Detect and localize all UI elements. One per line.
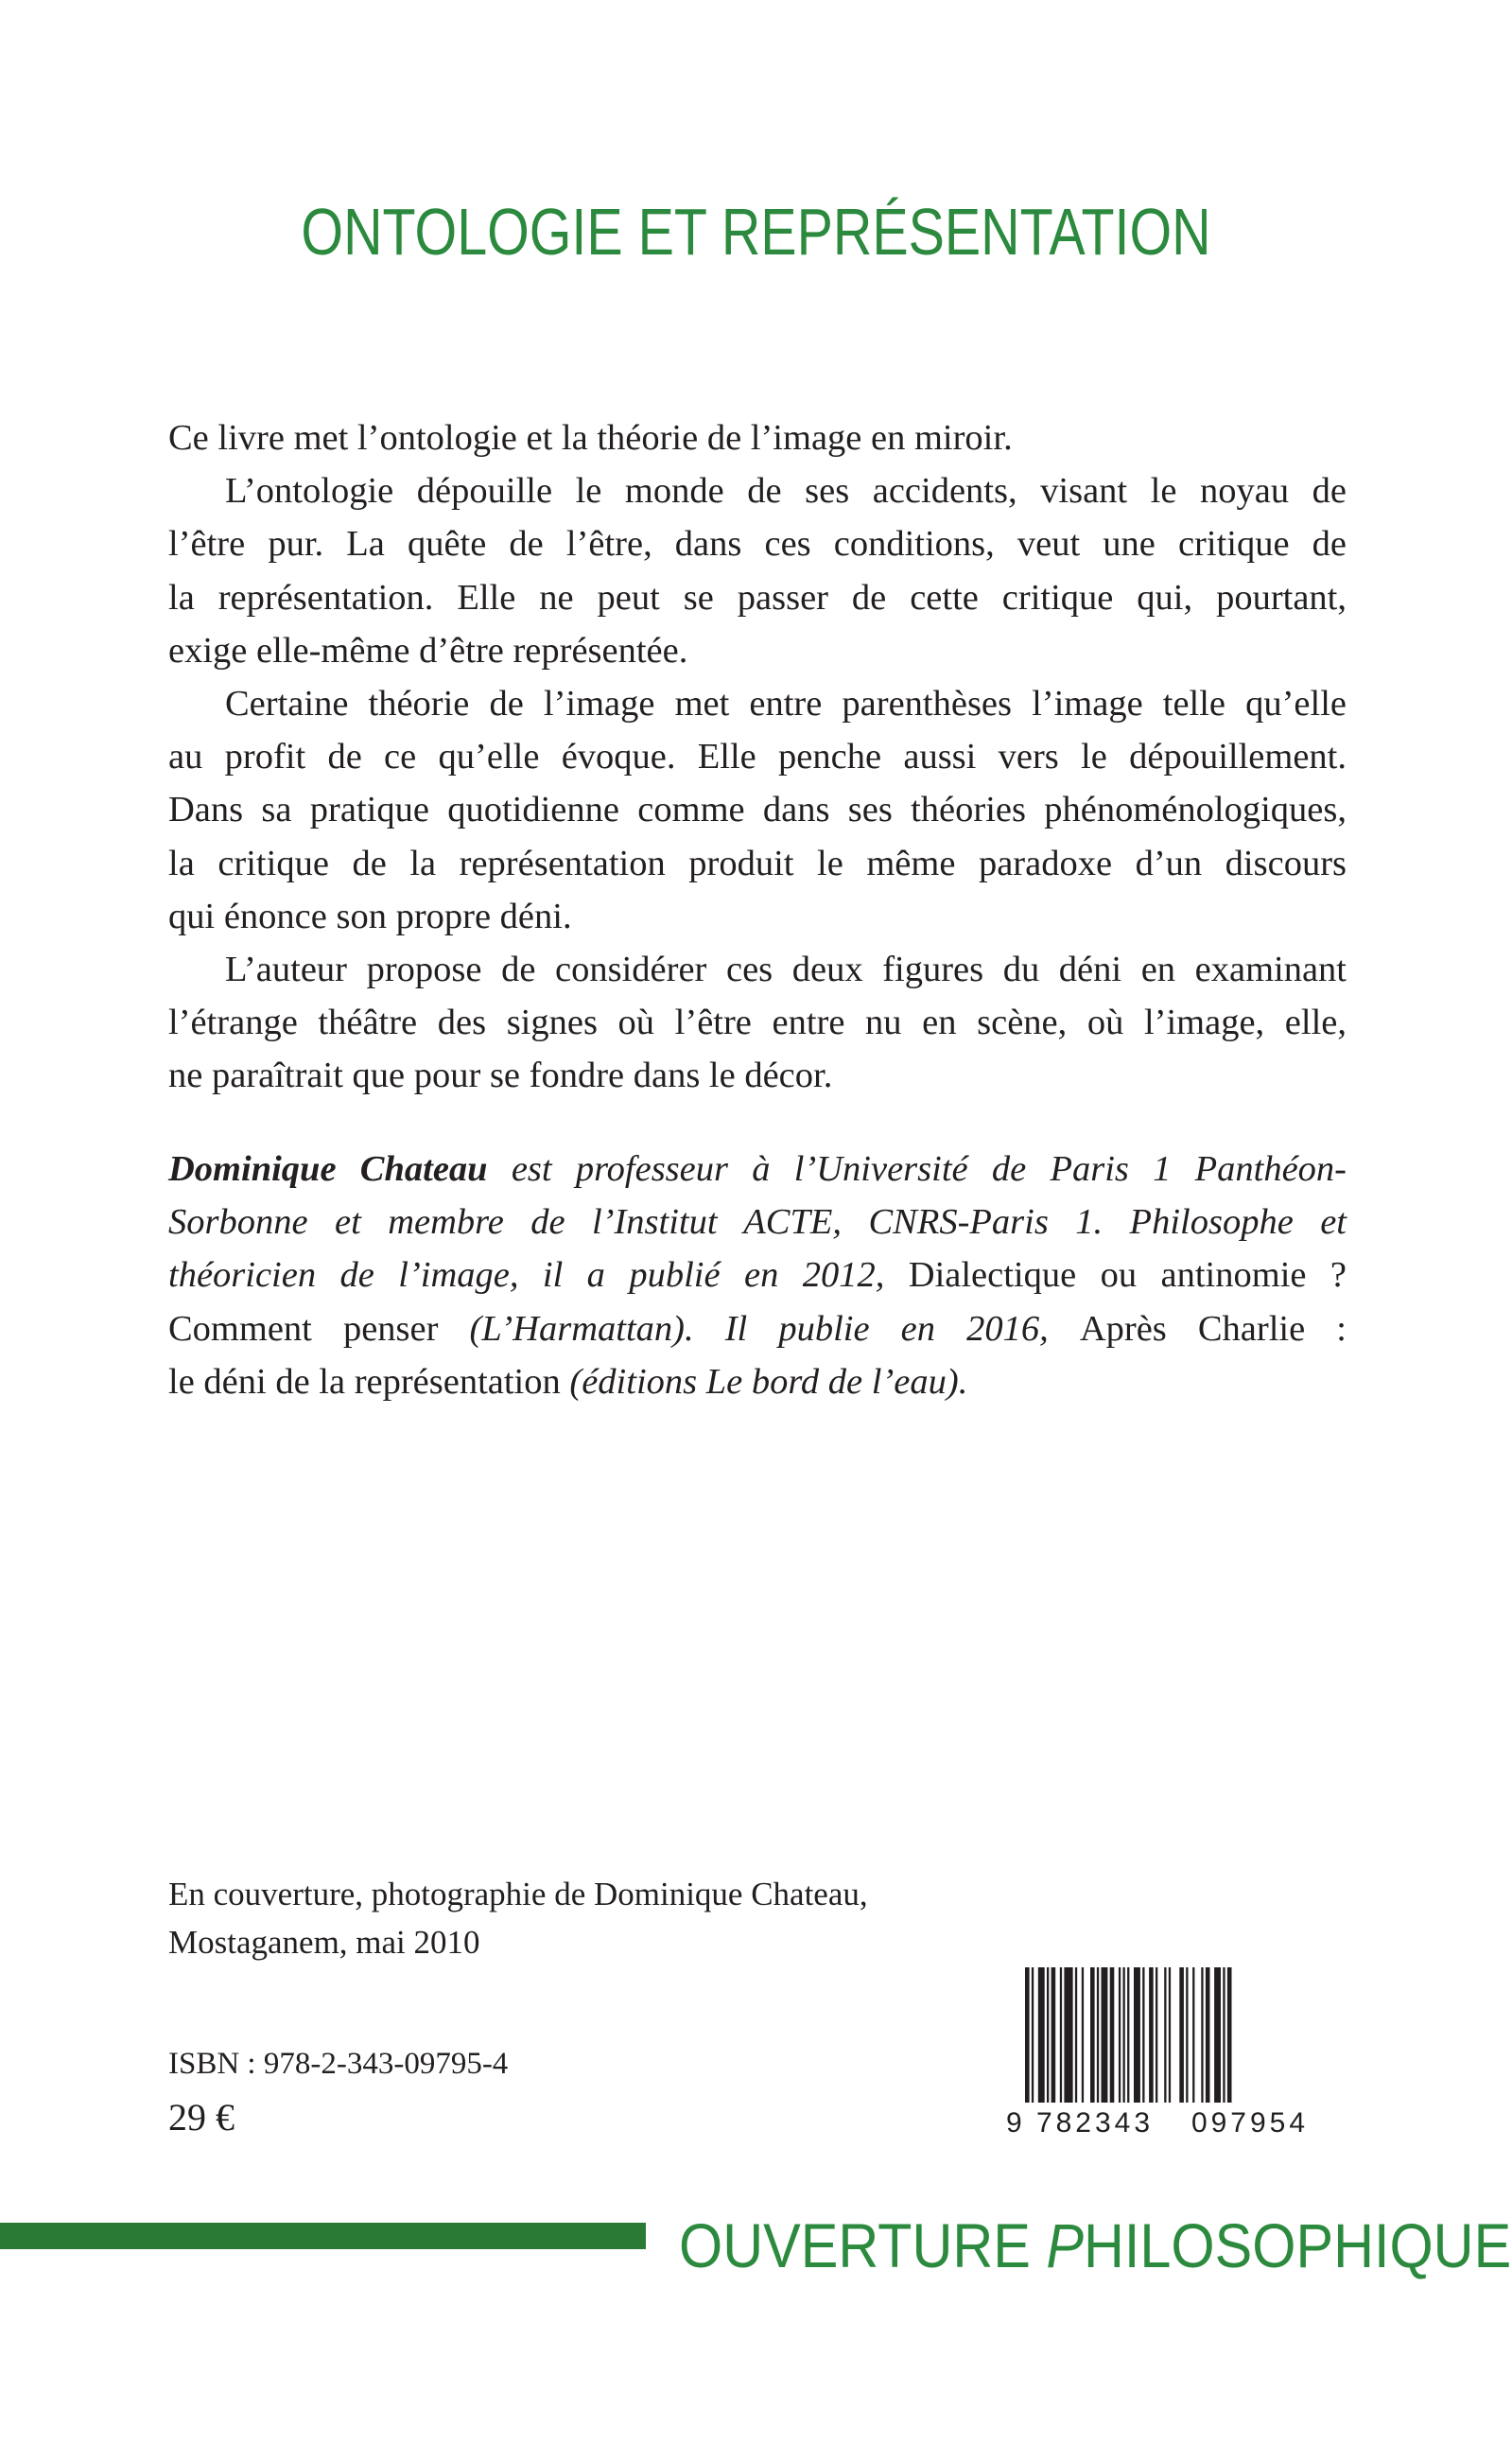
author-bio-line: Sorbonne et membre de l’Institut ACTE, CNRS-Paris 1. Philosophe et [168,1202,1347,1243]
author-bio-text: (éditions Le bord de l’eau). [569,1361,968,1402]
blurb-paragraph-1 [168,411,1347,464]
price: 29 € [168,2096,235,2139]
barcode-bar [1110,1967,1115,2103]
barcode-bar [1164,1967,1166,2103]
book-reference: Après Charlie : [1079,1308,1347,1349]
author-bio-line [168,1302,1347,1355]
barcode-right-digits: 097954 [1190,2107,1310,2138]
collection-bar [0,2223,646,2249]
cover-credit-line: En couverture, photographie de Dominique Chateau, [168,1876,868,1912]
barcode-bar [1032,1967,1034,2126]
barcode-bar [1156,1967,1157,2103]
collection-name-part: HILOSOPHIQUE [1083,2210,1512,2280]
collection-name [679,2208,1511,2283]
barcode-bar [1149,1967,1154,2103]
author-bio-text: (L’Harmattan). Il publie en 2016, [469,1308,1080,1349]
barcode-bar [1186,1967,1188,2103]
book-title: ONTOLOGIE ET REPRÉSENTATION [301,195,1211,269]
author-bio-line [168,1248,1347,1301]
author-bio-line [168,1143,1347,1196]
blurb-line: l’être pur. La quête de l’être, dans ces conditions, veut une critique de [168,524,1347,565]
barcode-bar [1082,1967,1084,2103]
blurb-line: Certaine théorie de l’image met entre parenthèses l’image telle qu’elle [225,684,1347,725]
book-reference: Dialectique ou antinomie ? [908,1255,1347,1296]
barcode-bar [1075,1967,1077,2103]
barcode-left-digits: 782343 [1035,2107,1155,2138]
book-reference: le déni de la représentation [168,1361,570,1402]
barcode-bar [1142,1967,1144,2103]
barcode-bars [1025,1967,1232,2126]
blurb-line: Dans sa pratique quotidienne comme dans ses théories phénoménologiques, [168,790,1347,830]
barcode-bar [1227,1967,1232,2126]
barcode-bar [1051,1967,1056,2103]
cover-credit-line: Mostaganem, mai 2010 [168,1924,480,1961]
barcode-bar [1179,1967,1184,2103]
blurb-paragraph-2 [168,464,1347,677]
barcode-bar [1119,1967,1121,2103]
blurb-line: qui énonce son propre déni. [168,896,572,936]
blurb-line: L’ontologie dépouille le monde de ses accidents, visant le noyau de [225,471,1347,512]
barcode-bar [1192,1967,1194,2103]
blurb-line: L’auteur propose de considérer ces deux figures du déni en examinant [225,950,1347,990]
barcode-bar [1060,1967,1062,2103]
blurb-line: exige elle-même d’être représentée. [168,630,688,671]
barcode-bar [1223,1967,1225,2103]
barcode-bar [1127,1967,1129,2126]
barcode [1002,1967,1347,2138]
author-bio-text: est professeur à l’Université de Paris 1 Panthéon- [487,1149,1347,1189]
blurb-line: la critique de la représentation produit le même paradoxe d’un discours [168,843,1347,883]
barcode-bar [1090,1967,1095,2103]
barcode-bar [1169,1967,1171,2103]
book-reference: Comment penser [168,1308,470,1349]
barcode-bar [1134,1967,1140,2126]
barcode-bar [1038,1967,1045,2103]
barcode-bar [1123,1967,1125,2103]
blurb-line: ne paraîtrait que pour se fondre dans le décor. [168,1056,833,1096]
author-name: Dominique Chateau [168,1149,488,1189]
barcode-first-digit: 9 [1006,2107,1022,2138]
barcode-bar [1201,1967,1203,2103]
barcode-bar [1097,1967,1099,2103]
isbn: ISBN : 978-2-343-09795-4 [168,2047,509,2081]
cover-credit [168,1870,868,1966]
blurb-line: Ce livre met l’ontologie et la théorie de l’image en miroir. [168,418,1013,458]
blurb-line: la représentation. Elle ne peut se passer de cette critique qui, pourtant, [168,577,1347,618]
blurb [168,411,1347,1103]
barcode-bar [1064,1967,1072,2103]
author-bio [168,1143,1347,1408]
collection-name-italic: P [1046,2210,1084,2280]
barcode-bar [1102,1967,1108,2103]
barcode-bar [1214,1967,1221,2103]
blurb-paragraph-3 [168,677,1347,943]
blurb-paragraph-4 [168,943,1347,1103]
barcode-bar [1025,1967,1030,2126]
collection-name-part: OUVERTURE [679,2210,1047,2280]
barcode-bar [1206,1967,1210,2103]
author-bio-line [168,1355,1347,1408]
author-bio-text: théoricien de l’image, il a publié en 2012, [168,1255,909,1296]
barcode-bar [1047,1967,1049,2103]
blurb-line: l’étrange théâtre des signes où l’être entre nu en scène, où l’image, elle, [168,1003,1347,1043]
blurb-line: au profit de ce qu’elle évoque. Elle penche aussi vers le dépouillement. [168,737,1347,777]
